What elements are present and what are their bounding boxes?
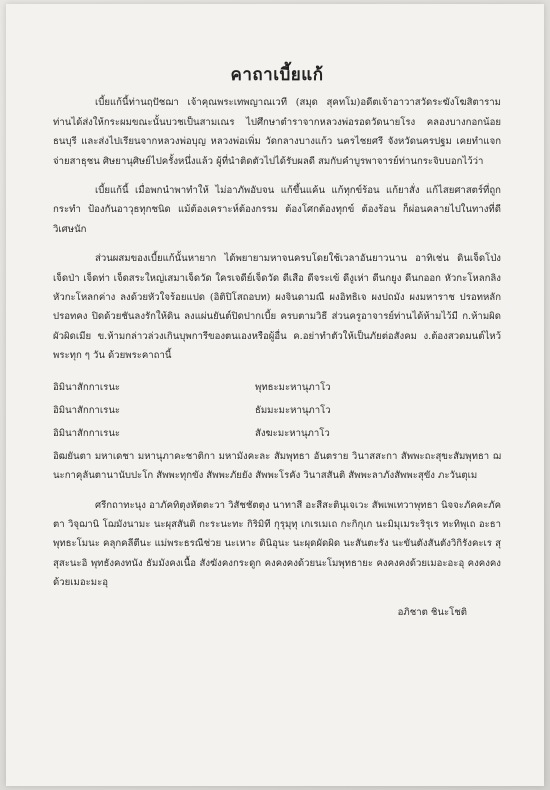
paragraph-blessing: อิฒยันตา มหาเดชา มหานุภาคะชาติกา มหามังคะละ สัมพุทธา อันตราย วินาสสะกา สัพพะถะสุขะสัมพุทธา ฌนะกาคุลันตานานับปะโก สัพพะทุกขัง สัพพะภัยยัง สัพพะโรคัง วินาสสันติ สัพพะลาภังสัพพะสุขัง ภะวันตุเม: [53, 450, 501, 482]
paragraph-ingredients: ส่วนผสมของเบี้ยแก้นั้นหายาก ได้พยายามหาจนครบโดยใช้เวลาอันยาวนาน อาทิเช่น ดินเจ็ดโป่ง เจ็ดป่า เจ็ดท่า เจ็ดสระใหญ่เสมาเจ็ดวัด ใครเจดีย์เจ็ดวัด ดีเสือ ดีจระเข้ ดีงูเห่า ดีนกยูง ดีนกออก หัวกะโหลกลิง หัวกะโหลกค่าง ลงด้วยหัวใจร้อยแปด (อิติปิโสถอบท) ผงจินดามณี ผงอิทธิเจ ผงปถมัง ผงมหาราช ปรอทหลัก ปรอทคง ปิดด้วยชันลงรักให้ดิน ลงแผ่นยันต์ปิดปากเบี้ย ครบตามวิธี ส่วนครูอาจารย์ท่านได้ห้ามไว้มี ก.ห้ามผิดผัวผิดเมีย ข.ห้ามกล่าวล่วงเกินบุพการีของตนเองหรือผู้อื่น ค.อย่าทำตัวให้เป็นภัยต่อสังคม ง.ต้องสวดมนต์ไหว้พระทุก ๆ วัน ด้วยพระคาถานี้: [53, 253, 501, 362]
chant-verse-left: อิมินาสักกาเรนะ: [53, 404, 121, 416]
chant-verse-right: พุทธะมะหานุภาโว: [255, 381, 331, 393]
chant-verse-right: ธัมมะมะหานุภาโว: [255, 404, 331, 416]
chant-verse-right: สังฆะมะหานุภาโว: [255, 427, 330, 439]
chant-verse-left: อิมินาสักกาเรนะ: [53, 427, 121, 439]
paragraph-final-chant: ศรีกถาทะนุง อาภัคทิตุงหัตตะวา วิสัชชัตตุง นาทาสี อะสีสะตินุเจเวะ สัพเพเทวาพุทธา นิจจะภัคคะภัคตา วิจุฌานิ โฌมังนามะ นะผุสสันติ กะระนะทะ กิริมิที กุรุมุทุ เกเรเมเถ กะกิกุเก นะมิมุเมระริรุเร ทะทิพุเถ อะธาพุทธะโมนะ คลุกคลีตีนะ แม่พระธรณีช่วย นะเหาะ ดินิอุนะ นะผุดผัดผิด นะสันตะรัง นะขันตังสันตังวิกิรังคะเร สุสุสะนะอิ พุทธังคงทนัง ธัมมังคงเนื้อ สังฆังคงกระดูก คงคงคงด้วยนะโมพุทธายะ คงคงคงด้วยเมอะอะอุ คงคงคงด้วยเมอะมะอุ: [53, 499, 501, 589]
author-signature: อภิชาต ชินะโชติ: [397, 606, 467, 618]
document-page: [6, 4, 544, 786]
paragraph-benefits: เบี้ยแก้นี้ เมื่อพกนำพาทำให้ ไม่อาภัพอับจน แก้ขึ้นแค้น แก้ทุกข์ร้อน แก้ยาสั่ง แก้ไสยศาสตร์ที่ถูกกระทำ ป้องกันอาวุธทุกชนิด แม้ต้องเคราะห์ต้องกรรม ต้องโศกต้องทุกข์ ต้องร้อน ก็ผ่อนคลายไปในทางที่ดี วิเศษนัก: [53, 185, 501, 235]
document-title: คาถาเบี้ยแก้: [230, 65, 324, 85]
paragraph-origin: เบี้ยแก้นี้ท่านฤปัชฌา เจ้าคุณพระเทพญาณเวที (สมุด สุคทโม)อดีตเจ้าอาวาสวัดระฆังโฆสิตาราม ท่านได้ส่งให้กระผมขณะนั้นบวชเป็นสามเณร ไปศึกษาตำราจากหลวงพ่อรอดวัดนายโรง คลองบางกอกน้อย ธนบุรี และส่งไปเรียนจากหลวงพ่อบุญ หลวงพ่อเพิ่ม วัดกลางบางแก้ว นครไชยศรี จังหวัดนครปฐม เคยทำแจกจ่ายสาธุชน ศิษยานุศิษย์ไปครั้งหนึ่งแล้ว ผู้ที่นำติดตัวไปได้รับผลดี สมกับคำบูรพาจารย์ท่านกระจิบบอกไว้ว่า: [53, 97, 501, 167]
chant-verses: [53, 376, 501, 445]
chant-verse-row: [53, 422, 501, 445]
document-body: [53, 66, 501, 622]
chant-verse-row: [53, 399, 501, 422]
chant-verse-row: [53, 376, 501, 399]
chant-verse-left: อิมินาสักกาเรนะ: [53, 381, 121, 393]
